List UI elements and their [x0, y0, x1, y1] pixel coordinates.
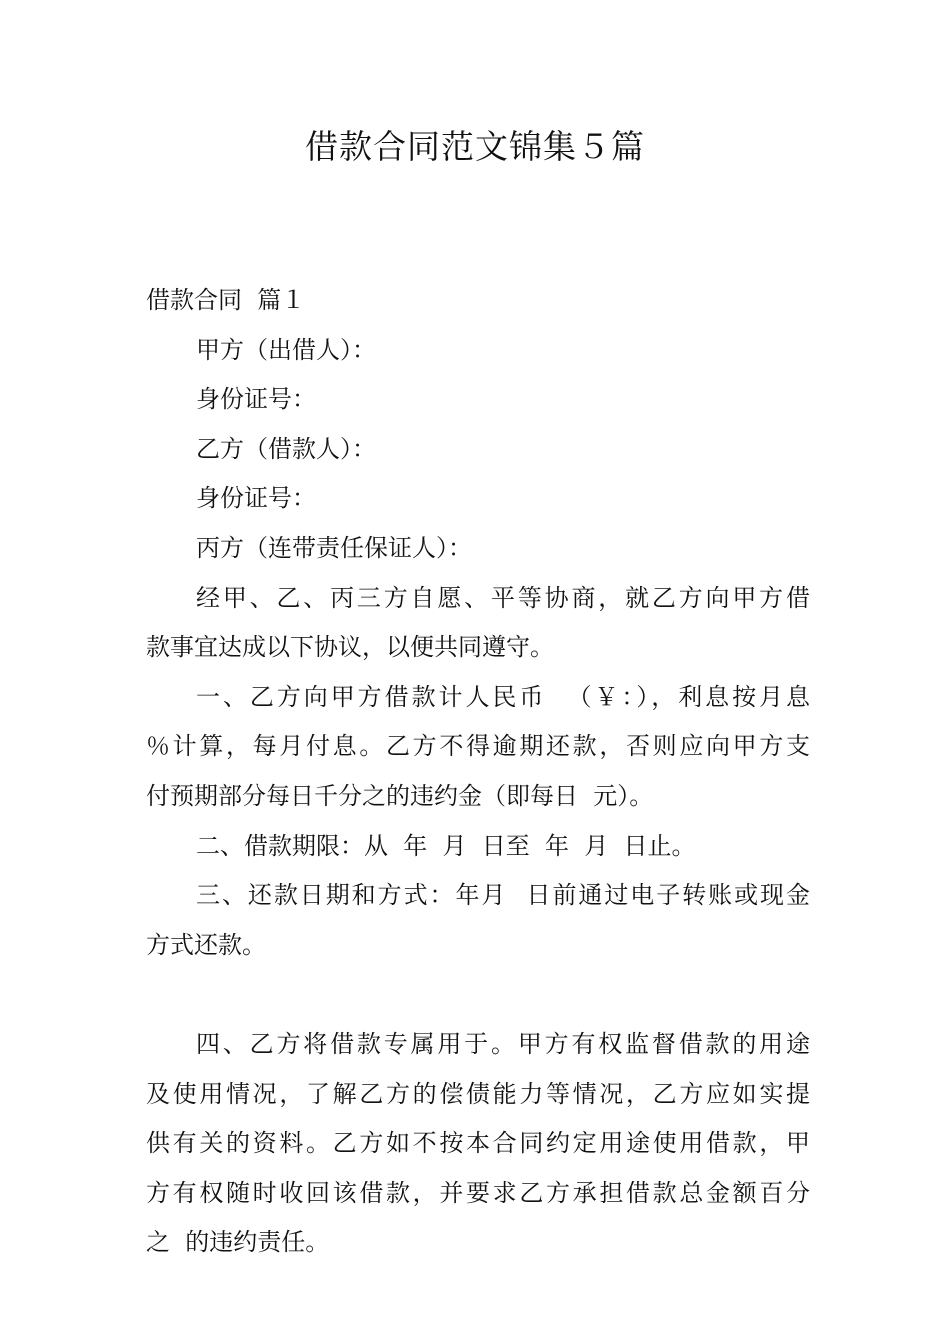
clause-one-line: 一、乙方向甲方借款计人民币 （￥：），利息按月息: [196, 682, 810, 711]
clause-four-line: 四、乙方将借款专属用于。甲方有权监督借款的用途: [196, 1029, 810, 1058]
section-heading: 借款合同 篇１: [146, 286, 306, 314]
agreement-paragraph-line: 款事宜达成以下协议，以便共同遵守。: [146, 633, 554, 662]
clause-four-line: 之 的违约责任。: [146, 1228, 330, 1257]
blank-line: [146, 970, 810, 1020]
clause-one-line: 付预期部分每日千分之的违约金（即每日 元）。: [146, 781, 654, 810]
clause-three-line: 方式还款。: [146, 930, 266, 959]
document-body: [146, 276, 810, 1268]
clause-two-line: 二、借款期限：从 年 月 日至 年 月 日止。: [196, 831, 696, 860]
party-c-line: 丙方（连带责任保证人）：: [196, 533, 472, 562]
clause-four-line: 方有权随时收回该借款，并要求乙方承担借款总金额百分: [146, 1178, 810, 1207]
party-b-id-line: 身份证号：: [196, 484, 316, 513]
document-title: 借款合同范文锦集５篇: [305, 127, 645, 166]
clause-three-line: 三、还款日期和方式：年月 日前通过电子转账或现金: [196, 881, 810, 910]
agreement-paragraph-line: 经甲、乙、丙三方自愿、平等协商，就乙方向甲方借: [196, 583, 810, 612]
clause-four-line: 供有关的资料。乙方如不按本合同约定用途使用借款，甲: [146, 1129, 810, 1158]
clause-one-line: ％计算，每月付息。乙方不得逾期还款，否则应向甲方支: [146, 732, 810, 761]
party-a-line: 甲方（出借人）：: [196, 335, 376, 364]
party-b-line: 乙方（借款人）：: [196, 434, 376, 463]
party-a-id-line: 身份证号：: [196, 385, 316, 414]
clause-four-line: 及使用情况，了解乙方的偿债能力等情况，乙方应如实提: [146, 1079, 810, 1108]
